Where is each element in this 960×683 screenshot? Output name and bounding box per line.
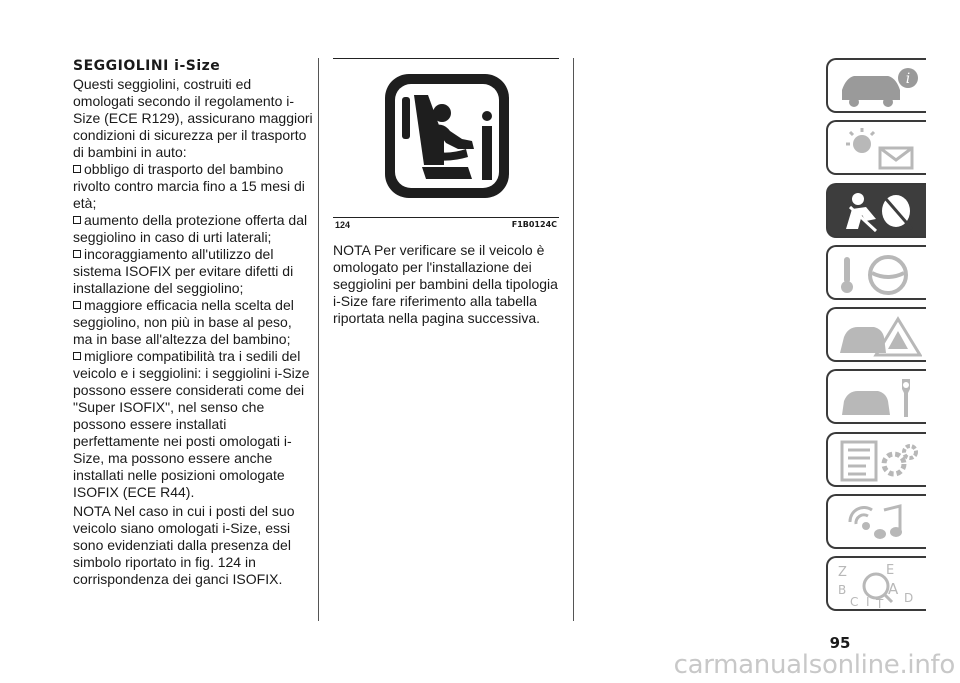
intro-paragraph: Questi seggiolini, costruiti ed omologati secondo il regolamento i-Size (ECE R129), assicurano maggiori condizioni di sicurezza per il trasporto di bambini in auto: — [73, 76, 313, 160]
tab-emergency[interactable] — [826, 307, 926, 362]
figure-code: F1B0124C — [511, 220, 557, 229]
index-icon — [836, 562, 922, 608]
index-letter: B — [838, 583, 847, 598]
svg-text:i: i — [905, 71, 911, 87]
figure — [333, 59, 559, 217]
index-letter: D — [904, 591, 914, 606]
left-column — [73, 58, 313, 588]
technical-data-icon — [836, 438, 922, 484]
chapter-tabs — [826, 58, 930, 619]
warning-lights-messages-icon — [836, 126, 922, 172]
bullet-item: migliore compatibilità tra i sedili del veicolo e i seggiolini: i seggiolini i-Size possono essere considerati come dei "Super ISOFIX", nel senso che possono essere installati perfettamente nei posti omologati i-Size, ma possono essere anche installati nelle posizioni omologate ISOFIX (ECE R44). — [73, 348, 310, 500]
bullet-item: maggiore efficacia nella scelta del seggiolino, non più in base al peso, ma in base all'altezza del bambino; — [73, 297, 294, 347]
section-heading: SEGGIOLINI i-Size — [73, 58, 221, 74]
bullet-box-icon — [73, 301, 81, 309]
tab-car-info[interactable] — [826, 58, 926, 113]
page-number: 95 — [829, 634, 851, 652]
figure-note: NOTA Per verificare se il veicolo è omologato per l'installazione dei seggiolini per bambini della tipologia i-Size fare riferimento alla tabella riportata nella pagina successiva. — [333, 242, 558, 326]
bullet-box-icon — [73, 165, 81, 173]
right-column — [333, 58, 559, 327]
column-divider — [318, 58, 319, 621]
emergency-icon — [836, 313, 922, 359]
tab-multimedia[interactable] — [826, 494, 926, 549]
index-letter: T — [876, 597, 884, 609]
tab-warning-lights[interactable] — [826, 120, 926, 175]
tab-technical-data[interactable] — [826, 432, 926, 487]
car-info-icon — [836, 64, 922, 110]
index-letter: I — [866, 595, 870, 609]
i-size-seat-icon — [380, 69, 514, 203]
safety-seatbelt-airbag-icon — [836, 189, 922, 235]
figure-caption — [333, 217, 559, 232]
tab-safety[interactable] — [826, 183, 926, 238]
tab-starting-driving[interactable] — [826, 245, 926, 300]
index-letter: A — [888, 580, 899, 599]
bullet-item: obbligo di trasporto del bambino rivolto contro marcia fino a 15 mesi di età; — [73, 161, 305, 211]
index-letter: Z — [838, 565, 847, 581]
multimedia-icon — [836, 500, 922, 546]
note-paragraph: NOTA Nel caso in cui i posti del suo veicolo siano omologati i-Size, essi sono evidenziati dalla presenza del simbolo riportato in fig. 124 in corrispondenza dei ganci ISOFIX. — [73, 503, 295, 587]
tab-maintenance[interactable] — [826, 369, 926, 424]
bullet-item: aumento della protezione offerta dal seggiolino in caso di urti laterali; — [73, 212, 308, 245]
bullet-box-icon — [73, 352, 81, 360]
watermark: carmanualsonline.info — [673, 650, 955, 680]
bullet-box-icon — [73, 250, 81, 258]
figure-number: 124 — [335, 220, 351, 230]
index-letter: C — [850, 595, 859, 609]
column-divider — [573, 58, 574, 621]
bullet-box-icon — [73, 216, 81, 224]
tab-index[interactable] — [826, 556, 926, 611]
bullet-item: incoraggiamento all'utilizzo del sistema ISOFIX per evitare difetti di installazione del seggiolino; — [73, 246, 294, 296]
index-letter: E — [886, 563, 895, 579]
maintenance-care-icon — [836, 375, 922, 421]
starting-driving-icon — [836, 251, 922, 297]
